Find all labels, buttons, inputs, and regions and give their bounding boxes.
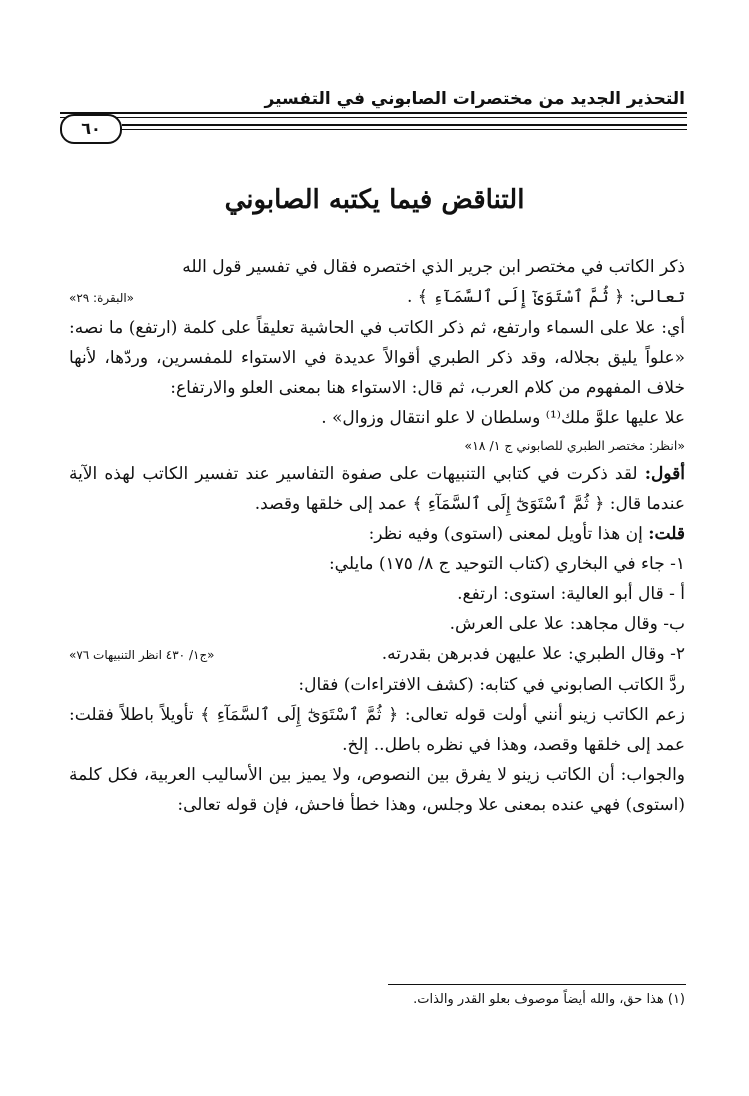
paragraph-2: أي: علا على السماء وارتفع، ثم ذكر الكاتب في الحاشية تعليقاً على كلمة (ارتفع) ما نصه: «علواً يليق بجلاله، وقد ذكر الطبري أقوالاً عديدة في الاستواء للمفسرين، وردّها، لأنها خلاف المفهوم من كلام العرب، ثم قال: الاستواء هنا بمعنى العلو والارتفاع: [69, 318, 685, 398]
body-text [69, 252, 685, 820]
footnote-separator [388, 984, 686, 985]
page-number-rule [122, 124, 687, 133]
paragraph-1-line-1: ذكر الكاتب في مختصر ابن جرير الذي اختصره فقال في تفسير قول الله [182, 257, 685, 277]
paragraph-5: ردَّ الكاتب الصابوني في كتابه: (كشف الافتراءات) فقال: [298, 675, 685, 695]
list-item-2-row [69, 639, 685, 670]
paragraph-1-verse: تعالى: ﴿ ثُمَّ ٱسْتَوَىٰٓ إِلَى ٱلسَّمَآءِ ﴾ . [406, 287, 685, 307]
paragraph-1-line-2 [69, 282, 685, 313]
paragraph-3 [69, 459, 685, 519]
running-title: التحذير الجديد من مختصرات الصابوني في التفسير [264, 89, 685, 109]
paragraph-4 [69, 519, 685, 549]
paragraph-1-reference: «البقرة: ٢٩» [69, 291, 135, 305]
paragraph-3-text: لقد ذكرت في كتابي التنبيهات على صفوة التفاسير عند تفسير الكاتب لهذه الآية عندما قال: ﴿ ثُمَّ ٱسْتَوَىٰٓ إِلَى ٱلسَّمَآءِ ﴾ عمد إلى خلقها وقصد. [69, 464, 685, 514]
list-item-1: ١- جاء في البخاري (كتاب التوحيد ج ٨/ ١٧٥) مايلي: [328, 554, 685, 574]
list-item-a: أ - قال أبو العالية: استوى: ارتفع. [457, 584, 685, 604]
page-number: ٦٠ [60, 114, 122, 144]
qultu-label: قلت: [648, 524, 685, 544]
aqulu-label: أقول: [644, 464, 685, 484]
paragraph-7: والجواب: أن الكاتب زينو لا يفرق بين النصوص، ولا يميز بين الأساليب العربية، فكل كلمة (استوى) فهي عنده بمعنى علا وجلس، وهذا خطأ فاحش، فإن قوله تعالى: [69, 765, 685, 815]
page-number-row [60, 116, 687, 146]
list-item-2: ٢- وقال الطبري: علا عليهن فدبرهن بقدرته. [381, 644, 685, 664]
list-item-b: ب- وقال مجاهد: علا على العرش. [449, 614, 685, 634]
paragraph-2-reference: «انظر: مختصر الطبري للصابوني ج ١/ ١٨» [464, 438, 685, 453]
paragraph-2-quote-end: علا عليها علوَّ ملك⁽¹⁾ وسلطان لا علو انتقال وزوال» . [321, 408, 685, 428]
list-item-2-reference: «ج١/ ٤٣٠ انظر التنبيهات ٧٦» [69, 648, 215, 662]
paragraph-4-text: إن هذا تأويل لمعنى (استوى) وفيه نظر: [368, 524, 649, 544]
footnote: (١) هذا حق، والله أيضاً موصوف بعلو القدر والذات. [413, 992, 685, 1007]
chapter-title: التناقض فيما يكتبه الصابوني [224, 185, 525, 215]
paragraph-6: زعم الكاتب زينو أنني أولت قوله تعالى: ﴿ ثُمَّ ٱسْتَوَىٰٓ إِلَى ٱلسَّمَآءِ ﴾ تأويلاً باطلاً فقلت: عمد إلى خلقها وقصد، وهذا في نظره باطل.. إلخ. [69, 705, 685, 755]
